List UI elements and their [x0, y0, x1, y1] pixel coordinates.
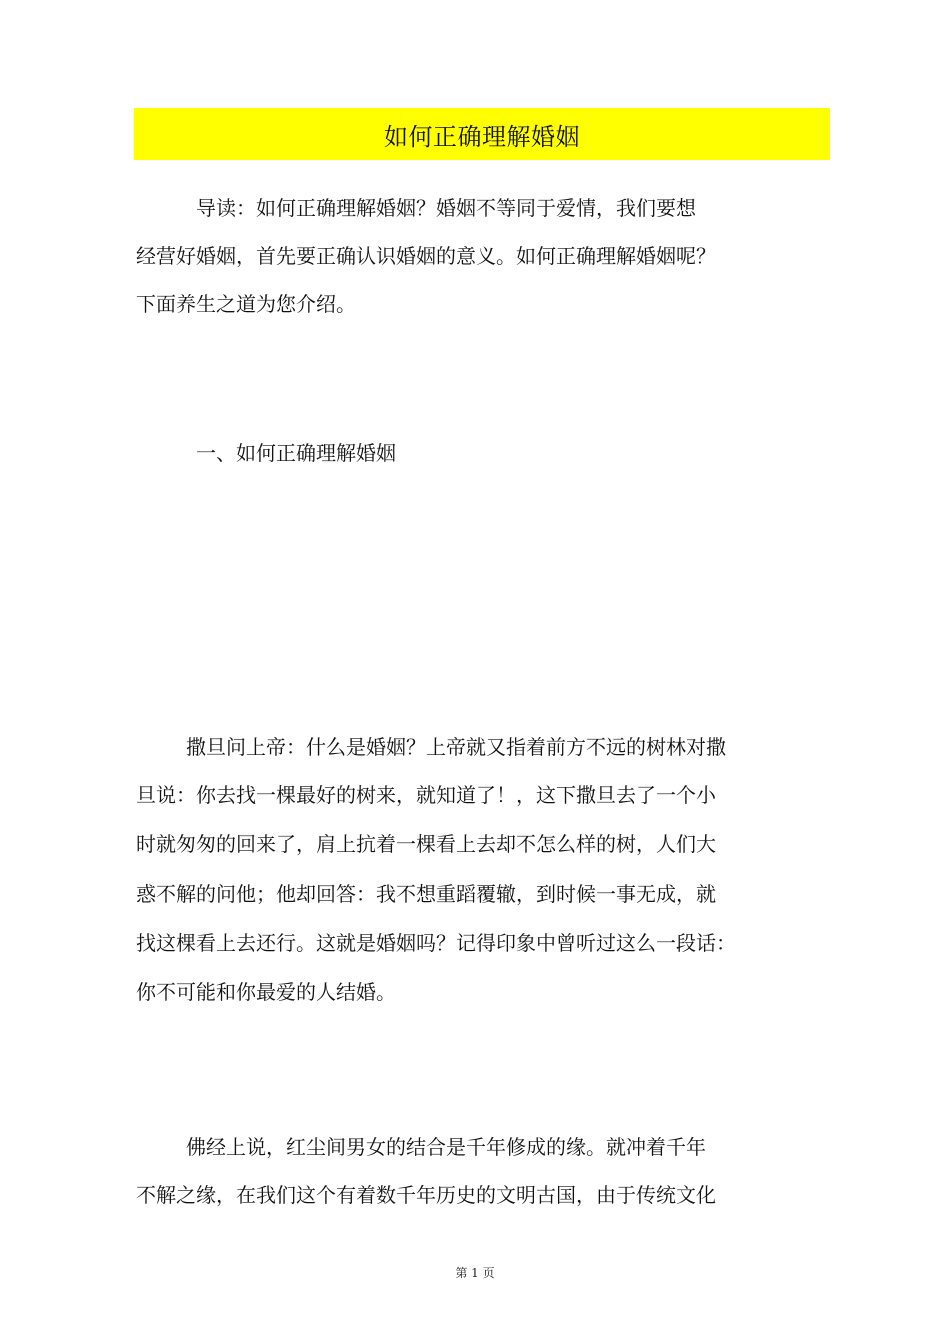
page-number-footer: 第 1 页 — [455, 1266, 495, 1280]
paragraph-2-line-1: 佛经上说，红尘间男女的结合是千年修成的缘。就冲着千年 — [186, 1135, 706, 1159]
intro-line-2: 经营好婚姻，首先要正确认识婚姻的意义。如何正确理解婚姻呢？ — [136, 244, 716, 268]
intro-line-1: 导读：如何正确理解婚姻？婚姻不等同于爱情，我们要想 — [196, 196, 696, 220]
document-title: 如何正确理解婚姻 — [384, 122, 580, 151]
intro-line-3: 下面养生之道为您介绍。 — [136, 292, 356, 316]
paragraph-1-line-6: 你不可能和你最爱的人结婚。 — [136, 980, 396, 1004]
title-highlight — [134, 108, 830, 160]
paragraph-2-line-2: 不解之缘，在我们这个有着数千年历史的文明古国，由于传统文化 — [136, 1183, 716, 1207]
paragraph-1-line-1: 撒旦问上帝：什么是婚姻？上帝就又指着前方不远的树林对撒 — [186, 735, 726, 759]
paragraph-1-line-4: 惑不解的问他；他却回答：我不想重蹈覆辙，到时候一事无成，就 — [136, 882, 716, 906]
paragraph-1-line-5: 找这棵看上去还行。这就是婚姻吗？记得印象中曾听过这么一段话： — [136, 931, 736, 955]
section-heading: 一、如何正确理解婚姻 — [196, 441, 396, 465]
paragraph-1-line-2: 旦说：你去找一棵最好的树来，就知道了！，这下撒旦去了一个小 — [136, 783, 716, 807]
paragraph-1-line-3: 时就匆匆的回来了，肩上抗着一棵看上去却不怎么样的树，人们大 — [136, 832, 716, 856]
